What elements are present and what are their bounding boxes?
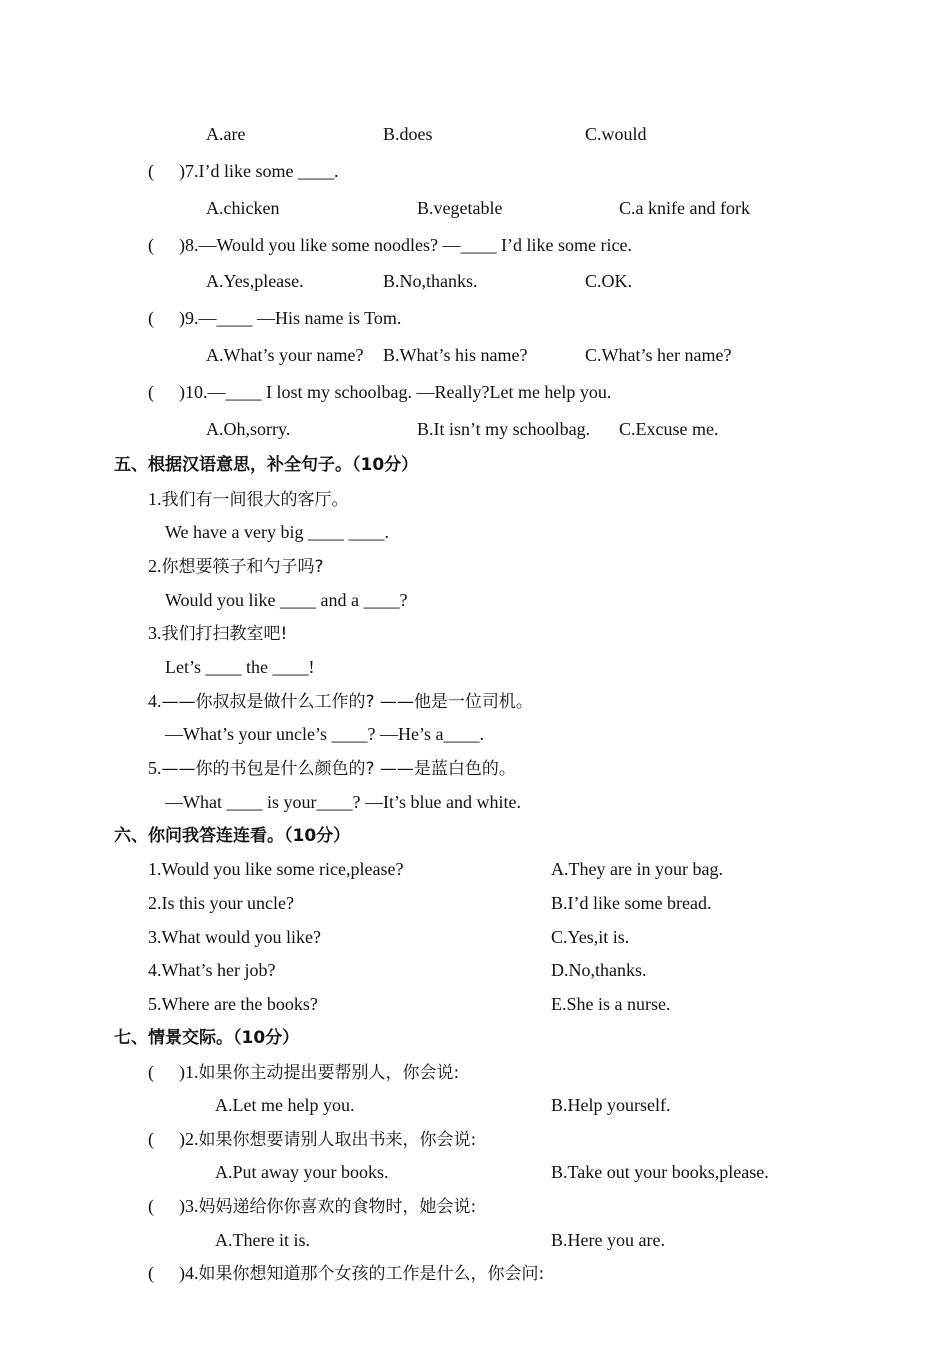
s7-q1-paren: ( — [148, 1062, 154, 1082]
s5-item4-prompt: 4.——你叔叔是做什么工作的? ——他是一位司机。 — [148, 691, 533, 712]
q8-paren: ( — [148, 235, 154, 255]
s7-q2-option-b: B.Take out your books,please. — [551, 1162, 769, 1182]
q9-option-a: A.What’s your name? — [206, 345, 364, 365]
s5-item3-answer: Let’s ____ the ____! — [165, 657, 315, 677]
s6-answer-a: A.They are in your bag. — [551, 859, 723, 879]
s6-question-4: 4.What’s her job? — [148, 960, 276, 980]
q10-option-b: B.It isn’t my schoolbag. — [417, 419, 591, 439]
s6-question-2: 2.Is this your uncle? — [148, 893, 294, 913]
section6-heading: 六、你问我答连连看。（10分） — [114, 826, 351, 846]
q9-option-c: C.What’s her name? — [585, 345, 732, 365]
s7-q1-prompt: )1.如果你主动提出要帮别人，你会说: — [179, 1062, 460, 1083]
q10-option-a: A.Oh,sorry. — [206, 419, 291, 439]
s6-question-5: 5.Where are the books? — [148, 994, 318, 1014]
s6-answer-d: D.No,thanks. — [551, 960, 647, 980]
s7-q1-option-b: B.Help yourself. — [551, 1095, 671, 1115]
q8-option-c: C.OK. — [585, 271, 633, 291]
s6-question-3: 3.What would you like? — [148, 927, 321, 947]
q9-stem: )9.—____ —His name is Tom. — [179, 308, 402, 328]
q9-option-b: B.What’s his name? — [383, 345, 528, 365]
s6-answer-e: E.She is a nurse. — [551, 994, 671, 1014]
s7-q3-option-a: A.There it is. — [215, 1230, 310, 1250]
s7-q4-prompt: )4.如果你想知道那个女孩的工作是什么，你会问: — [179, 1263, 545, 1284]
s5-item1-answer: We have a very big ____ ____. — [165, 522, 389, 542]
s7-q2-prompt: )2.如果你想要请别人取出书来，你会说: — [179, 1129, 477, 1150]
section5-heading: 五、根据汉语意思，补全句子。（10分） — [114, 455, 419, 475]
q6-option-b: B.does — [383, 124, 433, 144]
q9-paren: ( — [148, 308, 154, 328]
s7-q2-paren: ( — [148, 1129, 154, 1149]
s5-item1-prompt: 1.我们有一间很大的客厅。 — [148, 489, 349, 510]
q8-option-a: A.Yes,please. — [206, 271, 304, 291]
section7-heading: 七、情景交际。（10分） — [114, 1028, 300, 1048]
s5-item5-answer: —What ____ is your____? —It’s blue and white. — [165, 792, 521, 812]
q7-option-c: C.a knife and fork — [619, 198, 750, 218]
s7-q1-option-a: A.Let me help you. — [215, 1095, 355, 1115]
s7-q3-option-b: B.Here you are. — [551, 1230, 665, 1250]
q8-option-b: B.No,thanks. — [383, 271, 478, 291]
q10-paren: ( — [148, 382, 154, 402]
q7-option-b: B.vegetable — [417, 198, 503, 218]
q10-option-c: C.Excuse me. — [619, 419, 719, 439]
s6-answer-b: B.I’d like some bread. — [551, 893, 712, 913]
s6-question-1: 1.Would you like some rice,please? — [148, 859, 404, 879]
q7-option-a: A.chicken — [206, 198, 280, 218]
s5-item2-prompt: 2.你想要筷子和勺子吗? — [148, 556, 324, 577]
s5-item4-answer: —What’s your uncle’s ____? —He’s a____. — [165, 724, 484, 744]
q8-stem: )8.—Would you like some noodles? —____ I’d like some rice. — [179, 235, 632, 255]
s5-item3-prompt: 3.我们打扫教室吧! — [148, 623, 288, 644]
s5-item5-prompt: 5.——你的书包是什么颜色的? ——是蓝白色的。 — [148, 758, 516, 779]
q7-stem: )7.I’d like some ____. — [179, 161, 339, 181]
s5-item2-answer: Would you like ____ and a ____? — [165, 590, 408, 610]
s7-q3-prompt: )3.妈妈递给你你喜欢的食物时，她会说: — [179, 1196, 477, 1217]
q6-option-a: A.are — [206, 124, 246, 144]
q6-option-c: C.would — [585, 124, 647, 144]
q7-paren: ( — [148, 161, 154, 181]
s7-q3-paren: ( — [148, 1196, 154, 1216]
s6-answer-c: C.Yes,it is. — [551, 927, 630, 947]
s7-q2-option-a: A.Put away your books. — [215, 1162, 389, 1182]
q10-stem: )10.—____ I lost my schoolbag. —Really?Let me help you. — [179, 382, 612, 402]
s7-q4-paren: ( — [148, 1263, 154, 1283]
